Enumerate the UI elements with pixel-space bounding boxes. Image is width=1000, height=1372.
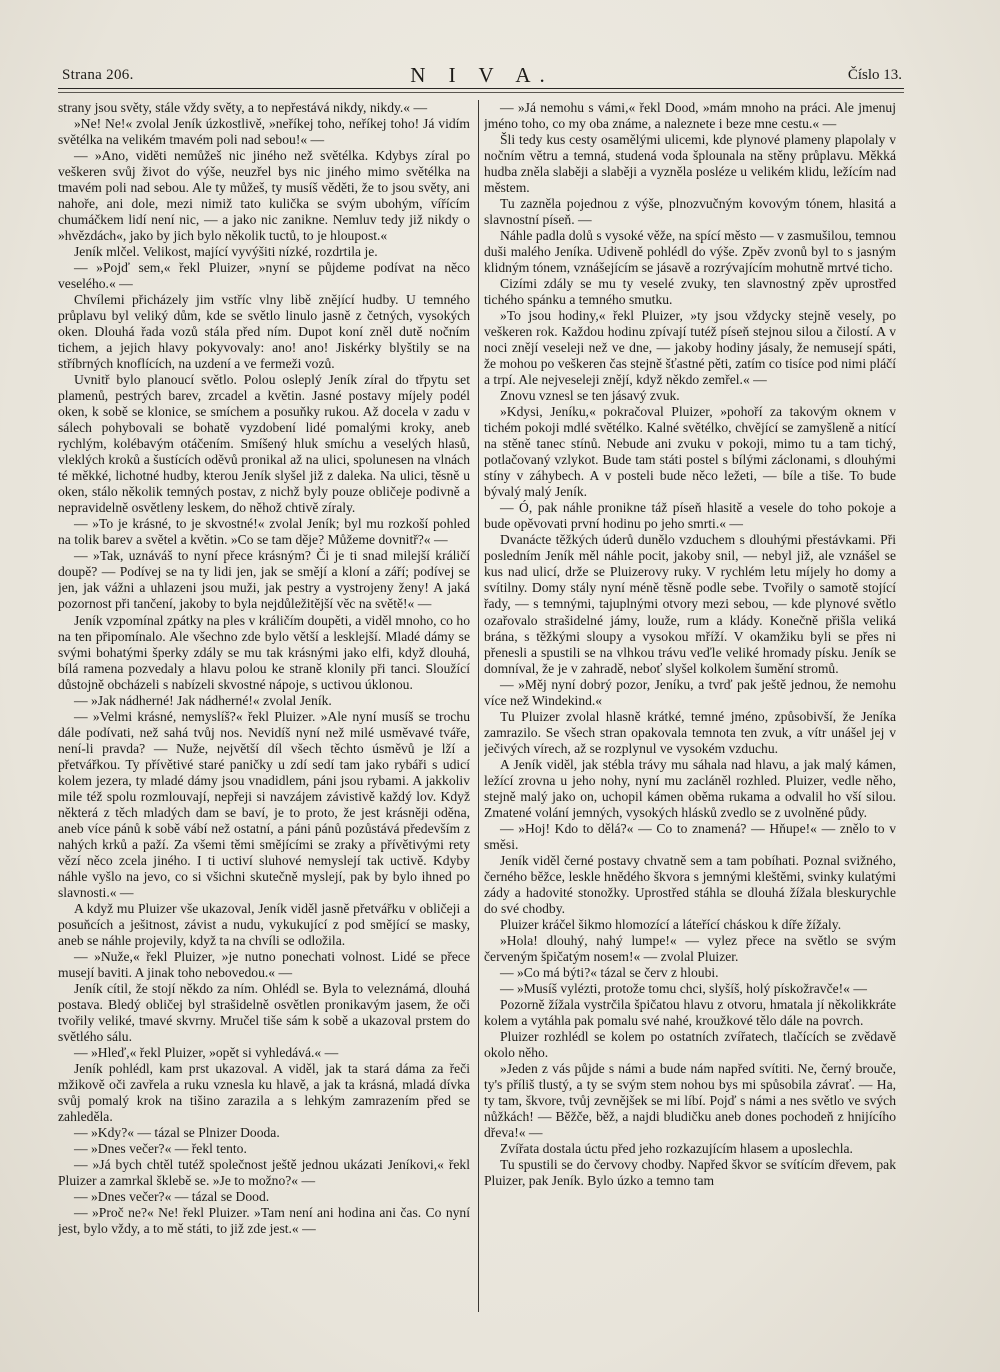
paragraph: — »Velmi krásné, nemyslíš?« řekl Pluizer. »Ale nyní musíš se trochu dále podívati, než sahá tvůj nos. Nevidíš nyní než milé usměvavé tváře, není-li pravda? — Nuže, největší díl všech těchto úsměvů je lží a přetvářkou. Ty přívětivé staré paničky u zdí sedí tam jako rybáři s udicí kolem jezera, ty mladé dámy jsou vnadidlem, páni jsou rybami. A jakkoliv mile též spolu rozmlouvají, nepřeji si navzájem závistivě každý lov. Když některá z těch mladých dam se baví, je to proto, že jest krásněji oděna, aneb více pánů k sobě vábí než ostatní, a páni pánů pozůstává především z nahých krků a paží. Za všemi těmi smějícími se zraky a přívětivými rety vězí něco zcela jiného. I ti uctiví sluhové nemyslejí tak uctivě. Kdyby náhle vyšlo na jevo, co si všichni skutečně myslejí, pak by bylo ihned po slavnosti.« — (58, 708, 470, 900)
paragraph: — »Nuže,« řekl Pluizer, »je nutno ponechati volnost. Lidé se přece musejí baviti. A jinak toho nebovedou.« — (58, 948, 470, 980)
paragraph: Dvanácte těžkých úderů dunělo vzduchem s dlouhými přestávkami. Při posledním Jeník měl náhle pocit, jakoby snil, — nebyl již, ale vznášel se kus nad ulicí, drže se Pluizerovy ruky. V rychlém letu míjely ho domy a svítilny. Domy stály nyní méně těsně podle sebe. Tvořily o samotě stojící řady, — s temnými, tajuplnými otvory mezi sebou, — kde plynové světlo ozařovalo strašidelné jámy, louže, rum a klády. Konečně přišla veliká brána, s těžkými sloupy a vysokou mříží. V okamžiku byli se přes ni přenesli a spustili se na vlhkou trávu veďle veliké hromady písku. Jeník se domníval, že je v zahradě, neboť slyšel kolkolem šumění stromů. (484, 532, 896, 676)
paragraph: — Ó, pak náhle pronikne táž píseň hlasitě a vesele do toho pokoje a bude opěvovati první hodinu po jeho smrti.« — (484, 500, 896, 532)
paragraph: — »Dnes večer?« — tázal se Dood. (74, 1189, 270, 1205)
paragraph: — »Jak nádherné! Jak nádherné!« zvolal Jeník. (74, 692, 332, 708)
paragraph: — »Hleď,« řekl Pluizer, »opět si vyhledává.« — (74, 1044, 339, 1060)
paragraph: Šli tedy kus cesty osamělými ulicemi, kde plynové plameny plapolaly v nočním větru a temná, studená voda šplounala na stěny průplavu. Měkká hudba zněla slaběji a slaběji a vyzněla posléze u velikém klidu, ležícím nad městem. (484, 132, 896, 196)
paragraph: »Hola! dlouhý, nahý lumpe!« — vylez přece na světlo se svým červeným špičatým nosem!« — zvolal Pluizer. (484, 932, 896, 964)
paragraph: — »To je krásné, to je skvostné!« zvolal Jeník; byl mu rozkoší pohled na tolik barev a světel a květin. »Co se tam děje? Můžeme dovnitř?« — (58, 516, 470, 548)
paragraph: — »Co má býti?« tázal se červ z hloubi. (500, 964, 719, 980)
paragraph: Uvnitř bylo planoucí světlo. Polou osleplý Jeník zíral do třpytu set plamenů, pestrých barev, zrcadel a květin. Jasné postavy míjely podél oken, k sobě se klonice, se smíchem a posuňky rukou. Až docela v zadu v sálech pohybovali se bohatě vyzdobení lidé pomalými kroky, aneb rychlým, kolébavým otáčením. Smíšený hluk smíchu a veselých hlasů, vleklých kroků a šustících oděvů pronikal až na ulici, spolunesen na vlnách té měkké, lichotné hudby, kterou Jeník slyšel již z daleka. Na ulici, těsně u oken, stálo několik temných postav, z nichž byly pouze obličeje podivně a nepravidelně osvětleny leskem, do něhož chtivě zíraly. (58, 372, 470, 516)
paragraph: Pluizer kráčel šikmo hlomozící a láteřící cháskou k díře žížaly. (500, 916, 842, 932)
left-text-column (58, 100, 470, 1312)
paragraph: A když mu Pluizer vše ukazoval, Jeník viděl jasně přetvářku v obličeji a posuňcích a ješitnost, závist a nudu, vykukující z pod smějící se masky, aneb se náhle projevily, když ta na chvíli se odložila. (58, 900, 470, 948)
paragraph: — »Pojď sem,« řekl Pluizer, »nyní se půjdeme podívat na něco veselého.« — (58, 260, 470, 292)
paragraph: Zvířata dostala úctu před jeho rozkazujícím hlasem a uposlechla. (500, 1141, 853, 1157)
column-divider (478, 100, 479, 1312)
paragraph: — »Hoj! Kdo to dělá?« — Co to znamená? — Hňupe!« — znělo to v směsi. (484, 820, 896, 852)
paragraph: Znovu vznesl se ten jásavý zvuk. (500, 388, 680, 404)
paragraph: Náhle padla dolů s vysoké věže, na spící město — v zasmušilou, temnou duši malého Jeníka. Udiveně pohlédl do výše. Zpěv zvonů byl to s jasným klidným tónem, vznášejícím se jásavě a rozrývajícím mohutně mrtvé ticho. (484, 228, 896, 276)
header-rule (58, 88, 904, 89)
page-number: Strana 206. (62, 67, 134, 83)
paragraph: Jeník pohlédl, kam prst ukazoval. A viděl, jak ta stará dáma za řeči mžikově oči zavřela a ruku vznesla ku hlavě, a jak ta krásná, mladá dívka svůj pomalý krok na tišino zarazila a s lehkým zamrazením před se zahleděla. (58, 1060, 470, 1124)
paragraph: Jeník mlčel. Velikost, mající vyvýšiti nízké, rozdrtila je. (74, 244, 378, 260)
paragraph: Jeník viděl černé postavy chvatně sem a tam pobíhati. Poznal svižného, černého běžce, leskle hnědého škvora s jemnými kleštěmi, svinky kulatými zády a hadovité stonožky. Uprostřed stáhla se dlouhá žížala bleskurychle do své chodby. (484, 852, 896, 916)
paragraph: Tu zazněla pojednou z výše, plnozvučným kovovým tónem, hlasitá a slavnostní píseň. — (484, 196, 896, 228)
paragraph: — »Ano, vidĕti nemůžeš nic jiného než světélka. Kdybys zíral po veškeren svůj život do výše, neuzřel bys nic jiného mimo světélka na tmavém poli nad sebou. Ale ty můžeš, ty musíš věděti, že to jsou světy, ani nahoře, ani dole, mezi nimiž tato kulička se svým ubohým, vířícím chumáčkem lidí není nic, — a jako nic zanikne. Nemluv tedy již nikdy o »hvězdách«, jako by jich bylo několik tuctů, to je hloupost.« (58, 148, 470, 244)
paragraph: strany jsou světy, stále vždy světy, a to nepřestává nikdy, nikdy.« — (58, 100, 428, 115)
paragraph: Pozorně žížala vystrčila špičatou hlavu z otvoru, hmatala jí několikkráte kolem a vytáhla pak pomalu své nahé, kroužkové tělo dále na povrch. (484, 996, 896, 1028)
paragraph: Cizími zdály se mu ty veselé zvuky, ten slavnostný zpěv uprostřed tichého spánku a temného smutku. (484, 276, 896, 308)
paragraph: — »Kdy?« — tázal se Plnizer Dooda. (74, 1125, 280, 1140)
paragraph: — »Proč ne?« Ne! řekl Pluizer. »Tam není ani hodina ani čas. Co nyní jest, bylo vždy, a to mě státi, to již zde jest.« — (58, 1205, 470, 1237)
paragraph: Tu spustili se do červovy chodby. Napřed škvor se svítícím dřevem, pak Pluizer, pak Jeník. Bylo úzko a temno tam (484, 1157, 896, 1189)
magazine-title: N I V A. (410, 63, 554, 87)
paragraph: Jeník vzpomínal zpátky na ples v králičím doupěti, a viděl mnoho, co ho na ten připomínalo. Ale všechno zde bylo větší a lesklejší. Mladé dámy se svými bohatými šperky zdály se mu tak krásnými jako elfi, když dlouhá, bílá ramena pozvedaly a hlavu polou ke straně klonily při tanci. Sloužící důstojně obcházeli s nabízeli skvostné nápoje, s uctivou úklonou. (58, 612, 470, 692)
paragraph: Jeník cítil, že stojí někdo za ním. Ohlédl se. Byla to veleznámá, dlouhá postava. Bledý obličej byl strašidelně osvětlen pronikavým jasem, že oči tvořily veliké, tmavé skvrny. Mručel tiše sám k sobě a ukazoval prstem do světlého sálu. (58, 980, 470, 1044)
paragraph: Pluizer rozhlédl se kolem po ostatních zvířatech, tlačících se zvědavě okolo něho. (484, 1028, 896, 1060)
paragraph: Chvílemi přicházely jim vstříc vlny libě znějící hudby. U temného průplavu byl veliký dům, kde se světlo linulo jasně z četných, vysokých oken. Dlouhá řada vozů stála před ním. Dupot koní zněl dutě nočním tichem, a jejich hlavy pokyvovaly: ano! ano! Jiskérky blyštily se na stříbrných knoflících, na uzdení a ve fermeži vozů. (58, 292, 470, 372)
paragraph: »Ne! Ne!« zvolal Jeník úzkostlivě, »neříkej toho, neříkej toho! Já vidím světélka na velikém tmavém poli nad sebou!« — (58, 116, 470, 148)
paragraph: — »Já nemohu s vámi,« řekl Dood, »mám mnoho na práci. Ale jmenuj jméno toho, co my oba známe, a naleznete i beze mne cestu.« — (484, 100, 896, 132)
paragraph: »Kdysi, Jeníku,« pokračoval Pluizer, »pohoří za takovým oknem v tichém pokoji mdlé světélko. Kalné světélko, chvějící se zamyšleně a nitící na stěně tanec stínů. Nebude ani zvuku v pokoji, mimo tu a tam tichý, potlačovaný vzlykot. Bude tam státi postel s bílými záclonami, s dlouhými stíny v záhybech. A v posteli bude něco ležeti, — bíle a tiše. To bude bývalý malý Jeník. (484, 404, 896, 500)
paragraph: — »Já bych chtěl tutéž společnost ještě jednou ukázati Jeníkovi,« řekl Pluizer a zamrkal šklebě se. »Je to možno?« — (58, 1157, 470, 1189)
paragraph: — »Musíš vylézti, protože tomu chci, slyšíš, holý pískožravče!« — (500, 980, 867, 996)
paragraph: »To jsou hodiny,« řekl Pluizer, »ty jsou vždycky stejně vesely, po veškeren rok. Každou hodinu zpívají tutéž píseň stejnou silou a čilostí. A v noci znějí veseleji než ve dne, — jakoby hodiny jásaly, že nemusejí spáti, že mohou po veškeren čas stejně šťastné pěti, zatím co tisíce pod nimi pláčí a trpí. Ale nejveseleji znějí, když někdo zemřel.« — (484, 308, 896, 388)
paragraph: — »Měj nyní dobrý pozor, Jeníku, a tvrď pak ještě jednou, že nemohu více než Windekind.« (484, 676, 896, 708)
issue-number: Číslo 13. (847, 67, 902, 83)
page-header (62, 58, 902, 88)
paragraph: — »Tak, uznáváš to nyní přece krásným? Či je ti snad milejší králičí doupě? — Podívej se na ty lidi jen, jak se smějí a kloní a září; podívej se jen, jak vážni a uhlazeni jsou muži, jak pestry a vystrojeny ženy! A jaká pozornost při tančení, jakoby to byla nejdůležitější věc na světě!« — (58, 548, 470, 612)
header-rule-thin (58, 92, 904, 93)
paragraph: A Jeník viděl, jak stébla trávy mu sáhala nad hlavu, a jak malý kámen, ležící zrovna u jeho nohy, nyní mu zacláněl rozhled. Pluizer, vedle něho, stejně malý jako on, uchopil kámen oběma rukama a odvalil ho vší silou. Zmatené volání jemných, vysokých hlásků zvedlo se z uvolněné půdy. (484, 756, 896, 820)
paragraph: Tu Pluizer zvolal hlasně krátké, temné jméno, způsobivší, že Jeníka zamrazilo. Se všech stran opakovala temnota ten zvuk, a vítr unášel jej v ječivých vírech, až se rozplynul ve vysokém vzduchu. (484, 708, 896, 756)
paragraph: — »Dnes večer?« — řekl tento. (74, 1141, 247, 1157)
right-text-column (484, 100, 896, 1312)
paragraph: »Jeden z vás půjde s námi a bude nám napřed svítiti. Ne, černý brouče, ty's příliš tlustý, a ty se svým stem nohou bys mi spůsobila závrať. — Ha, ty tam, škvore, tvůj zevnějšek se mi líbí. Pojď s námi a nes světlo ve svých nůžkách! — Běžče, běž, a najdi bludičku aneb dones pochodeň z hnijícího dřeva!« — (484, 1060, 896, 1140)
